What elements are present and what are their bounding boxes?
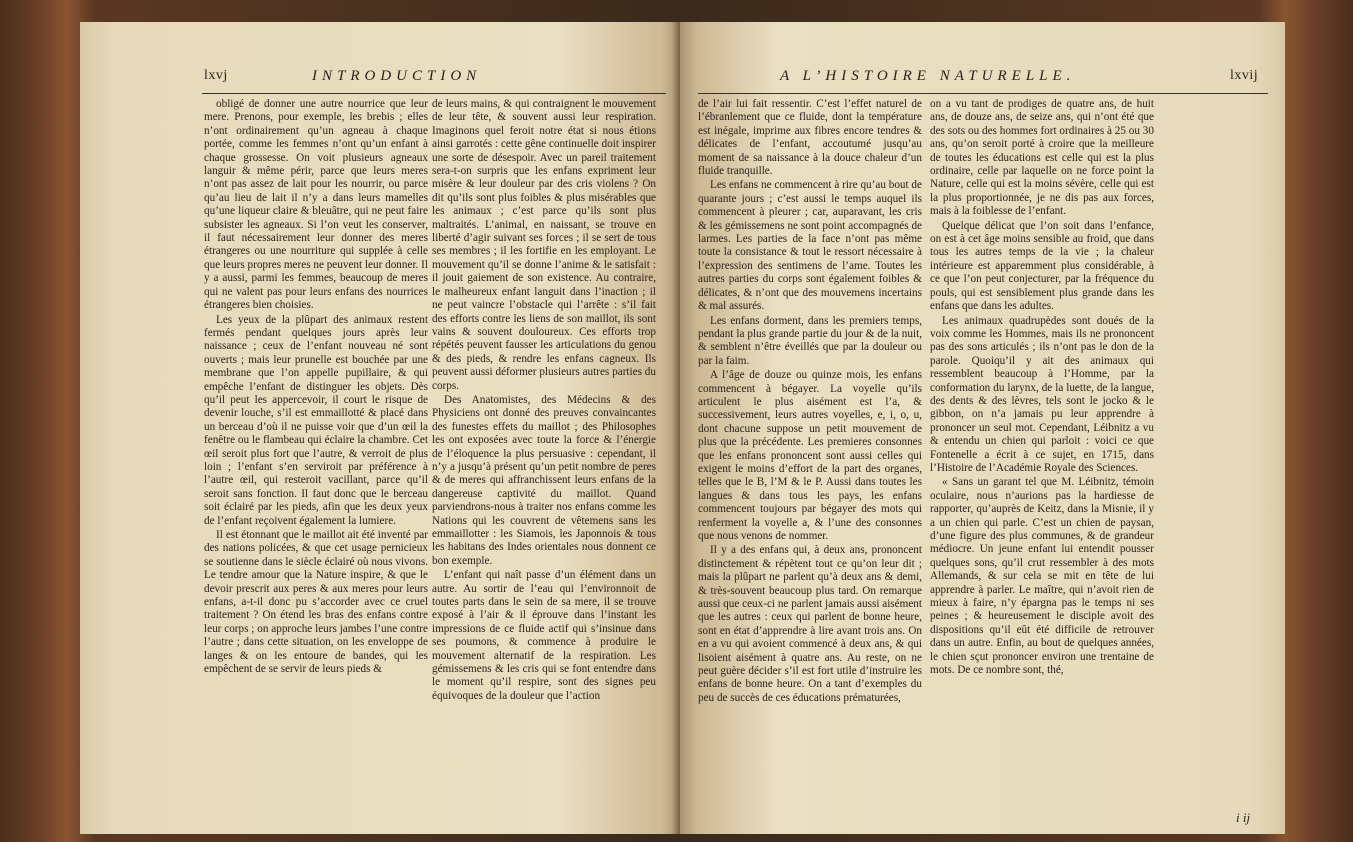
paragraph: de l’air lui fait ressentir. C’est l’effet naturel de l’ébranlement que ce fluide, dont la température est inégale, imprime aux fibres encore tendres & délicates de l’enfant, accoutumé jusqu’au moment de sa naissance à la douce chaleur d’un fluide tranquille. — [698, 98, 922, 178]
paragraph: L’enfant qui naît passe d’un élément dans un autre. Au sortir de l’eau qui l’environnoit de toutes parts dans le sein de sa mere, il se trouve exposé à l’air & il éprouve dans l’instant les impressions de ce fluide actif qui s’insinue dans ses poumons, & commence à produire le mouvement alternatif de la respiration. Les gémissemens & les cris qui se font entendre dans le moment qu’il respire, sont des signes peu équivoques de la douleur que l’action — [432, 569, 656, 702]
paragraph: A l’âge de douze ou quinze mois, les enfans commencent à bégayer. La voyelle qu’ils articulent le plus aisément est l’a, & successivement, leurs autres voyelles, e, i, o, u, dont chacune suppose un petit mouvement de plus que la précédente. Les premieres consonnes que les enfans prononcent sont aussi celles qui exigent le moins d’effort de la part des organes, telles que le B, l’M & le P. Aussi dans toutes les langues & dans tous les pays, les enfans commencent toujours par bégayer des mots qui renferment la voyelle a, & l’une des consonnes que nous venons de nommer. — [698, 369, 922, 542]
left-header-rule — [202, 93, 666, 94]
paragraph: de leurs mains, & qui contraignent le mouvement de leur tête, & souvent aussi leur respiration. Imaginons quel feroit notre état si nous étions ainsi garrotés : cette gêne continuelle doit inspirer une sorte de désespoir. Avec un pareil traitement sera-t-on surpris que les enfans expriment leur misère & leur douleur par des cris violens ? On dit qu’ils sont plus foibles & plus misérables que les animaux ; c’est parce qu’ils sont plus maltraités. L’animal, en naissant, se trouve en liberté d’agir suivant ses forces ; il se sert de tous ses membres ; il les fortifie en les employant. Le mouvement qu’il se donne l’anime & le satisfait : il jouit gaiement de son existence. Au contraire, le malheureux enfant languit dans l’inaction ; il ne peut vaincre l’obstacle qui l’arrête : s’il fait des efforts contre les liens de son maillot, ils sont vains & souvent douloureux. Ces efforts trop répétés peuvent fausser les articulations du genou & des pieds, & rendre les enfans cagneux. Ils peuvent aussi déformer plusieurs autres parties du corps. — [432, 98, 656, 392]
paragraph: Il est étonnant que le maillot ait été inventé par des nations policées, & que cet usage pernicieux se soutienne dans le siècle éclairé où nous vivons. Le tendre amour que la Nature inspire, & que le devoir prescrit aux peres & aux meres pour leurs enfans, a-t-il donc pu s’accorder avec ce cruel traitement ? On étend les bras des enfans contre leur corps ; on approche leurs jambes l’une contre l’autre ; dans cette situation, on les enveloppe de langes & on les entoure de bandes, qui les empêchent de se servir de leurs pieds & — [204, 529, 428, 676]
left-running-title: INTRODUCTION — [312, 68, 482, 84]
paragraph: Des Anatomistes, des Médecins & des Physiciens ont donné des preuves convaincantes des funestes effets du maillot ; des Philosophes les ont exposées avec toute la force & l’énergie de l’éloquence la plus persuasive : cependant, il n’y a jusqu’à présent qu’un petit nombre de peres & de meres qui affranchissent leurs enfans de la dangereuse captivité du maillot. Quand parviendrons-nous à traiter nos enfans comme les Nations qui les couvrent de vêtemens sans les emmaillotter : les Siamois, les Japonnois & tous les habitans des Indes orientales nous donnent ce bon exemple. — [432, 393, 656, 567]
paragraph: Les enfans dorment, dans les premiers temps, pendant la plus grande partie du jour & de la nuit, & semblent n’être éveillés que par la douleur ou par la faim. — [698, 314, 922, 367]
paragraph: Les yeux de la plûpart des animaux restent fermés pendant quelques jours après leur naissance ; ceux de l’enfant nouveau né sont ouverts ; mais leur prunelle est bouchée par une membrane que l’on appelle pupillaire, & qui empêche l’enfant de distinguer les objets. Dès qu’il peut les appercevoir, il court le risque de devenir louche, s’il est emmaillotté & placé dans un berceau d’où il ne puisse voir que d’un œil la fenêtre ou le flambeau qui éclaire la chambre. Cet œil seroit plus fort que l’autre, & verroit de plus loin ; l’enfant s’en serviroit par préférence à l’autre œil, qui resteroit vacillant, parce qu’il seroit sans fonction. Il faut donc que le berceau soit éclairé par les pieds, afin que les deux yeux de l’enfant reçoivent également la lumiere. — [204, 313, 428, 527]
paragraph: « Sans un garant tel que M. Léibnitz, témoin oculaire, nous n’aurions pas la hardiesse de rapporter, qu’auprès de Keitz, dans la Misnie, il y a un chien qui parle. C’est un chien de paysan, d’une figure des plus communes, & de grandeur médiocre. Un jeune enfant lui entendit pousser quelques sons, qu’il crut ressembler à des mots Allemands, & sur cela se mit en tête de lui apprendre à parler. Le maître, qui n’avoit rien de mieux à faire, n’y épargna pas le temps ni ses peines ; & heureusement le disciple avoit des dispositions qu’il eût été difficile de retrouver dans un autre. Enfin, au bout de quelques années, le chien sçut prononcer environ une trentaine de mots. De ce nombre sont, thé, — [930, 476, 1154, 677]
paragraph: Les animaux quadrupèdes sont doués de la voix comme les Hommes, mais ils ne prononcent pas des sons articulés ; ils n’ont pas le don de la parole. Quoiqu’il y ait des animaux qui ressemblent beaucoup à l’Homme, par la conformation du larynx, de la luette, de la langue, des dents & des lèvres, tels sont le jocko & le gibbon, on n’a jamais pu leur apprendre à prononcer un seul mot. Cependant, Léibnitz a vu & entendu un chien qui parloit : voici ce que Fontenelle a écrit à ce sujet, en 1715, dans l’Histoire de l’Académie Royale des Sciences. — [930, 314, 1154, 474]
left-column-2 — [432, 98, 656, 703]
right-running-title: A L’HISTOIRE NATURELLE. — [780, 68, 1076, 84]
paragraph: obligé de donner une autre nourrice que leur mere. Prenons, pour exemple, les brebis ; elles n’ont ordinairement qu’un agneau à chaque portée, comme les femmes n’ont qu’un enfant à chaque grossesse. On voit plusieurs agneaux languir & même périr, parce que leurs meres n’ont pas assez de lait pour les nourrir, ou parce qu’au lieu de lait il n’y a dans leurs mamelles qu’une liqueur claire & bleuâtre, qui ne peut faire subsister les agneaux. Si l’on veut les conserver, il faut nécessairement leur donner des meres étrangeres ou une nourriture qui supplée à celle que leurs propres meres ne peuvent leur donner. Il y a aussi, parmi les femmes, beaucoup de meres qui ne valent pas pour leurs enfans des nourrices étrangeres bien choisies. — [204, 98, 428, 312]
paragraph: on a vu tant de prodiges de quatre ans, de huit ans, de douze ans, de seize ans, qui n’ont été que des sots ou des hommes fort ordinaires à 25 ou 30 ans, qu’on seroit porté à croire que la meilleure de toutes les éducations est celle qui est la plus ordinaire, celle par laquelle on ne force point la Nature, celle qui est la moins sévère, celle qui est la plus proportionnée, je ne dis pas aux forces, mais à la foiblesse de l’enfant. — [930, 98, 1154, 218]
left-page — [80, 22, 680, 834]
right-page-number: lxvij — [1230, 68, 1259, 83]
left-column-1 — [204, 98, 428, 676]
paragraph: Les enfans ne commencent à rire qu’au bout de quarante jours ; c’est aussi le temps auquel ils commencent à pleurer ; car, auparavant, les cris & les gémissemens ne sont point accompagnés de larmes. Les parties de la face n’ont pas même toute la consistance & tout le ressort nécessaire à l’expression des sentimens de l’ame. Toutes les autres parties du corps sont également foibles & délicates, & n’ont que des mouvemens incertains & mal assurés. — [698, 179, 922, 313]
paragraph: Quelque délicat que l’on soit dans l’enfance, on est à cet âge moins sensible au froid, que dans tous les autres temps de la vie ; la chaleur intérieure est apparemment plus considérable, à ce que l’on peut conjecturer, par la fréquence du pouls, qui est sensiblement plus grande dans les enfans que dans les adultes. — [930, 219, 1154, 313]
right-column-2 — [930, 98, 1154, 677]
right-column-1 — [698, 98, 922, 705]
right-page — [680, 22, 1285, 834]
left-page-number: lxvj — [204, 68, 228, 83]
right-header-rule — [698, 93, 1268, 94]
paragraph: Il y a des enfans qui, à deux ans, prononcent distinctement & répètent tout ce qu’on leur dit ; mais la plûpart ne parlent qu’à deux ans & demi, & très-souvent beaucoup plus tard. On remarque aussi que ceux-ci ne parlent jamais aussi aisément que les autres : ceux qui parlent de bonne heure, sont en état d’apprendre à lire avant trois ans. On en a vu qui avoient commencé à deux ans, & qui lisoient aisément à quatre ans. Au reste, on ne peut guère décider s’il est fort utile d’instruire les enfans de bonne heure. On a tant d’exemples du peu de succès de ces éducations prématurées, — [698, 544, 922, 704]
signature-mark: i ij — [1236, 810, 1251, 825]
